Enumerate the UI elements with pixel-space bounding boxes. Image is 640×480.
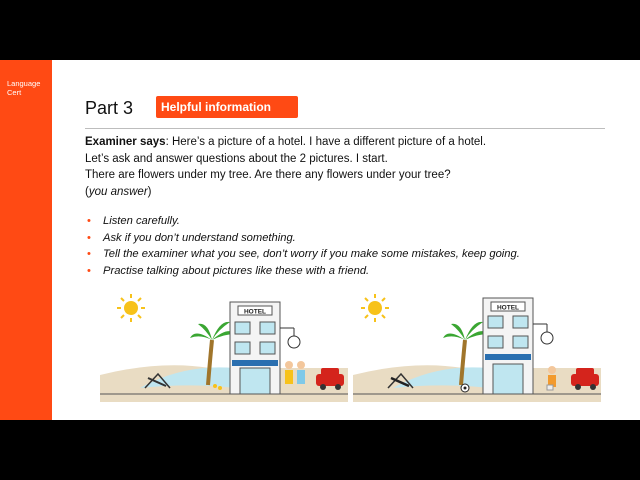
hotel-building — [230, 302, 280, 394]
clock-sign-icon — [533, 324, 553, 344]
sun-icon — [117, 294, 145, 322]
sidebar-strip — [0, 60, 52, 420]
page-title: Part 3 — [85, 98, 134, 118]
tip-item: • Listen carefully. — [85, 213, 615, 230]
helpful-information-badge: Helpful information — [156, 96, 298, 118]
languagecert-logo: Language Cert — [7, 79, 41, 97]
football-icon — [461, 384, 469, 392]
tip-item: • Ask if you don’t understand something. — [85, 230, 615, 247]
examiner-line-3: There are flowers under my tree. Are there any flowers under your tree? — [85, 169, 451, 181]
hotel-picture-2 — [353, 290, 601, 402]
title-divider — [85, 128, 605, 129]
sun-icon — [361, 294, 389, 322]
hotel-picture-1 — [100, 290, 348, 402]
tip-item: • Tell the examiner what you see, don’t worry if you make some mistakes, keep going. — [85, 246, 615, 263]
clock-sign-icon — [280, 328, 300, 348]
hotel-building — [483, 298, 533, 394]
examiner-line-1: Examiner says: Here’s a picture of a hotel. I have a different picture of a hotel. — [85, 136, 487, 148]
svg-text:HOTEL: HOTEL — [496, 304, 520, 312]
boy-with-dog-icon — [547, 366, 556, 390]
examiner-line-2: Let’s ask and answer questions about the 2 pictures. I start. — [85, 152, 388, 165]
slide — [0, 60, 640, 420]
examiner-line-4: (you answer) — [85, 185, 152, 198]
svg-text:HOTEL: HOTEL — [243, 308, 267, 316]
tips-list — [85, 213, 615, 279]
examiner-label: Examiner says — [85, 136, 166, 148]
examiner-text — [85, 134, 615, 200]
tip-item: • Practise talking about pictures like these with a friend. — [85, 263, 615, 280]
